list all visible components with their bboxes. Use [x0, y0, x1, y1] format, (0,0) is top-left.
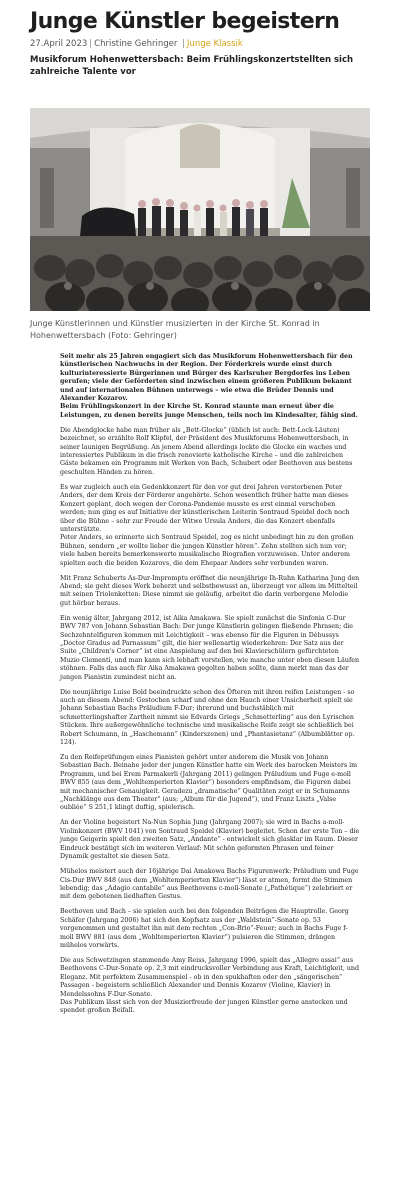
article-paragraph: Seit mehr als 25 Jahren engagiert sich das Musikforum Hohenwettersbach für den künstlerischen Nachwuchs in der Region. Der Förderkreis wurde einst durch kulturinteressierte Bürgerinnen und Bürger des Karlsruher Bergdorfes ins Leben gerufen; viele der Geförderten sind inzwischen einem größeren Publikum bekannt und auf internationalen Bühnen unterwegs – wie etwa die Brüder Dennis und Alexander Kozarov.: [60, 353, 353, 403]
article-paragraph: Das Publikum lässt sich von der Musizierfreude der jungen Künstler gerne anstecken und spendet großen Beifall.: [60, 998, 348, 1015]
article-paragraph: Mit Franz Schuberts As-Dur-Impromptu eröffnet die neunjährige Ih-Ruhn Katharina Jung den Abend; sie geht dieses Werk beherzt und selbstbewusst an, überzeugt vor allem im Mittelteil mit seinen Triolenketten: Diese nimmt sie geläufig, arbeitet die darin verborgene Melodie gut hörbar heraus.: [60, 574, 360, 607]
concert-photo: [30, 108, 370, 311]
category-tag-junge[interactable]: Junge: [186, 39, 211, 49]
article-paragraph: Zu den Reifeprüfungen eines Pianisten gehört unter anderem die Musik von Johann Sebastian Bach. Beinahe jeder der jungen Künstler hatte ein Werk des barocken Meisters im Programm, und bei Erem Parmakerli (Jahrgang 2011) gelingen Präludium und Fuge e-moll BWV 855 (aus dem „Wohltemperierten Klavier“) besonders empfindsam, die Figuren dabei mit mechanischer Genauigkeit. Geradezu „dramatische“ Qualitäten zeigt er in Schumanns „Nachklänge aus dem Theater“ (aus: „Album für die Jugend“), und Franz Liszts „Valse oubliée“ S 251,1 klingt duftig, spielerisch.: [60, 754, 358, 812]
article-paragraph: Die Abendglocke habe man früher als „Bett-Glocke“ (üblich ist auch: Bett-Lock-Läuten) bezeichnet, so erzählte Rolf Klipfel, der Präsident des Musikforums Hohenwettersbach, in seiner launigen Begrüßung. An jenem Abend allerdings lockte die Glocke ein waches und interessiertes Publikum in die frisch renovierte katholische Kirche – und die zahlreichen Gäste bekamen ein Programm mit Werken von Bach, Schubert oder Beethoven aus bestens geschulten Händen zu hören.: [60, 426, 353, 476]
article-paragraph: Beim Frühlingskonzert in der Kirche St. Konrad staunte man erneut über die Leistungen, zu denen bereits junge Menschen, teils noch im Kindesalter, fähig sind.: [60, 403, 358, 419]
subheadline: Musikforum Hohenwettersbach: Beim Frühlingskonzertstellten sich zahlreiche Talente vor: [30, 55, 354, 77]
article-paragraph: Es war zugleich auch ein Gedenkkonzert für den vor gut drei Jahren verstorbenen Peter Anders, der dem Kreis der Förderer angehörte. Schon wesentlich früher hatte man dieses Konzert geplant, doch wegen der Corona-Pandemie musste es erst einmal verschoben werden; nun ging es auf Initiative der künstlerischen Leiterin Sontraud Speidel doch noch über die Bühne – sehr zur Freude der Witwe Ursula Anders, die das Konzert ebenfalls unterstützte.: [60, 483, 350, 533]
article-paragraph: Beethoven und Bach – sie spielen auch bei den folgenden Beiträgen die Hauptrolle. Georg Schäfer (Jahrgang 2006) hat sich den Kopfsatz aus der „Waldstein“-Sonate op. 53 vorgenommen und gestaltet ihn mit dem rechten „Con-Brio“-Feuer; auch in Bachs Fuge f-moll BWV 881 (aus dem „Wohltemperierten Klavier“) pulsieren die Stimmen, drängen mühelos vorwärts.: [60, 908, 349, 949]
article-paragraph: Die neunjährige Luise Bold beeindruckte schon des Öfteren mit ihren reifen Leistungen - so auch an diesem Abend: Gestochen scharf und ohne den Hauch einer Unsicherheit spielt sie Johann Sebastian Bachs Präludium F-Dur; ihrerund und buchstäblich mit schmetterlingshafter Zartheit nimmt sie Edvards Griegs „Schmetterling“ aus den Lyrischen Stücken. Ihre außergewöhnliche technische und musikalische Reife zeigt sie schließlich bei Robert Schumann, in „Haschemann“ (Kinderszenen) und „Phantasietanz“ (Albumblätter op. 124).: [60, 688, 355, 747]
article-body: [60, 353, 360, 1022]
article-paragraph: An der Violine begeistert Na-Nun Sophia Jung (Jahrgang 2007); sie wird in Bachs a-moll-Violinkonzert (BWV 1041) von Sontraud Speidel (Klavier) begleitet. Schon der erste Ton – die junge Geigerin spielt den zweiten Satz, „Andante“ - entwickelt sich glasklar im Raum. Dieser Eindruck bestätigt sich im weiteren Verlauf: Mit schön geformten Phrasen und feiner Dynamik gestaltet sie diesen Satz.: [60, 819, 360, 861]
article-paragraph: Ein wenig älter, Jahrgang 2012, ist Aika Amakawa. Sie spielt zunächst die Sinfonia C-Dur BWV 787 von Johann Sebastian Bach: Der junge Künstlerin gelingen fließende Phrasen; die Sechzehntelfiguren kommen mit Leichtigkeit – was ebenso für die Figuren in Débussys „Doctor Gradus ad Parnassum“ gilt, die hier wellenartig wiederkehren: Der Satz aus der Suite „Children's Corner“ ist eine Anspielung auf den bei Klavierschülern gefürchteten Muzio Clementi, und man kann sich lebhaft vorstellen, wie manche unter eben diesen Läufen stöhnen. Falls das auch für Aika Amakawa gegolten haben sollte, dann merkt man das der jungen Pianistin zumindest nicht an.: [60, 614, 360, 681]
article-paragraph: Peter Anders, so erinnerte sich Sontraud Speidel, zog es nicht unbedingt hin zu den großen Bühnen, sondern „er wollte lieber die jungen Künstler hören“. Zehn stellten sich nun vor; viele haben bereits bemerkenswerte musikalische Biografien vorzuweisen. Unter anderem spielten auch die beiden Kozarovs, die dem Ehepaar Anders sehr verbunden waren.: [60, 534, 354, 567]
article-meta: 27.April 2023 | Christine Gehringer | Junge Klassik: [30, 39, 243, 49]
article-date: 27.April 2023: [30, 39, 88, 49]
photo-caption: Junge Künstlerinnen und Künstler musizierten in der Kirche St. Konrad in Hohenwettersbach (Foto: Gehringer): [30, 319, 320, 340]
article-author: Christine Gehringer: [94, 39, 178, 49]
headline: Junge Künstler begeistern: [30, 9, 340, 34]
category-tag-klassik[interactable]: Klassik: [213, 39, 243, 49]
article-paragraph: Mühelos meistert auch der 16jährige Dai Amakowa Bachs Figurenwerk: Präludium und Fuge Cis-Dur BWV 848 (aus dem „Wohltemperierten Klavier“) lässt er atmen, formt die Stimmen lebendig; das „Adagio cantabile“ aus Beethovens c-moll-Sonate („Pathétique“) zelebriert er mit dem gebotenen liedhaften Gestus.: [60, 868, 359, 901]
article-paragraph: Die aus Schwetzingen stammende Amy Reiss, Jahrgang 1996, spielt das „Allegro assai“ aus Beethovens C-Dur-Sonate op. 2,3 mit eindrucksvoller Verbindung aus Kraft, Leichtigkeit, und Eleganz. Mit perfektem Zusammenspiel - ob in den spukhaften oder den „sängerischen“ Passagen - begeistern schließlich Alexander und Dennis Kozarov (Violine, Klavier) in Mendelssohns F-Dur-Sonate.: [60, 956, 359, 998]
